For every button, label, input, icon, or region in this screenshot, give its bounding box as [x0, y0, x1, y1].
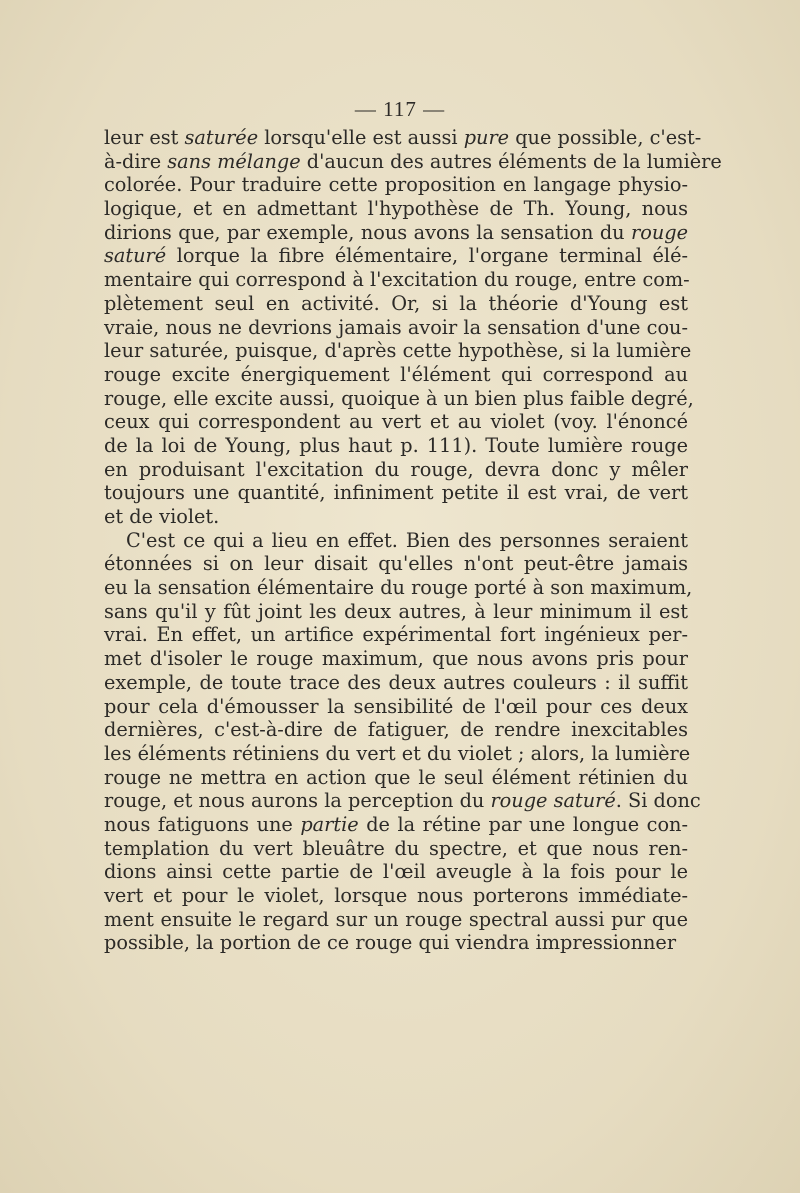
text-run: étonnées si on leur disait qu'elles n'ont peut-être jamais — [104, 552, 688, 576]
text-run: ment ensuite le regard sur un rouge spectral aussi pur que — [104, 907, 688, 931]
text-line — [104, 813, 688, 837]
text-line — [104, 741, 691, 766]
text-run: possible, la portion de ce rouge qui viendra impressionner — [104, 931, 677, 955]
text-line — [104, 552, 688, 576]
text-run: leur est — [104, 126, 185, 149]
text-run: et de violet. — [104, 505, 220, 528]
text-line — [104, 505, 688, 529]
text-line — [104, 647, 688, 671]
text-run: toujours une quantité, infiniment petite il est vrai, de vert — [104, 481, 688, 505]
text-run: lorque la fibre élémentaire, l'organe terminal élé- — [166, 244, 688, 268]
text-run: rouge, et nous aurons la perception du — [104, 789, 491, 813]
text-run: en produisant l'excitation du rouge, devra donc y mêler — [104, 457, 688, 481]
text-line — [104, 789, 701, 813]
italic-text: rouge — [631, 220, 688, 244]
text-line — [104, 268, 688, 292]
text-line — [104, 860, 688, 884]
text-line — [104, 434, 688, 458]
italic-text: saturé — [104, 244, 167, 268]
text-run: leur saturée, puisque, d'après cette hypothèse, si la lumière — [104, 339, 692, 363]
text-run: lorsqu'elle est aussi — [258, 126, 464, 149]
text-run: d'aucun des autres éléments de la lumière — [300, 149, 722, 173]
text-run: plètement seul en activité. Or, si la théorie d'Young est — [104, 291, 688, 315]
text-run: . Si donc — [615, 789, 701, 813]
text-line — [104, 695, 688, 719]
text-run: C'est ce qui a lieu en effet. Bien des personnes seraient — [126, 528, 688, 552]
text-line — [104, 197, 688, 221]
text-run: à-dire — [104, 149, 168, 173]
text-line — [104, 149, 722, 174]
italic-text: saturée — [184, 126, 259, 149]
text-line — [104, 481, 688, 505]
text-line — [104, 386, 694, 411]
text-run: de la rétine par une longue con- — [358, 812, 688, 836]
italic-text: rouge saturé — [490, 789, 616, 813]
text-line — [104, 221, 688, 245]
text-line — [104, 600, 688, 624]
italic-text: pure — [463, 126, 510, 149]
text-run: met d'isoler le rouge maximum, que nous avons pris pour — [104, 647, 688, 671]
text-line — [104, 410, 688, 434]
text-line — [104, 458, 688, 482]
text-run: dions ainsi cette partie de l'œil aveugle à la fois pour le — [104, 860, 688, 884]
text-line — [104, 671, 688, 695]
text-run: dirions que, par exemple, nous avons la sensation du — [104, 220, 631, 244]
text-run: ceux qui correspondent au vert et au violet (voy. l'énoncé — [104, 410, 688, 434]
text-line — [104, 576, 693, 600]
text-line — [104, 766, 688, 790]
text-line — [104, 339, 692, 363]
italic-text: partie — [300, 812, 359, 836]
text-line — [104, 884, 688, 908]
text-run: que possible, c'est- — [509, 126, 702, 149]
text-run: vraie, nous ne devrions jamais avoir la sensation d'une cou- — [104, 315, 688, 339]
text-run: de la loi de Young, plus haut p. 111). Toute lumière rouge — [104, 433, 688, 457]
text-run: rouge, elle excite aussi, quoique à un bien plus faible degré, — [104, 386, 694, 410]
text-run: nous fatiguons une — [104, 812, 301, 836]
text-run: dernières, c'est-à-dire de fatiguer, de rendre inexcitables — [104, 718, 688, 742]
text-run: pour cela d'émousser la sensibilité de l'œil pour ces deux — [104, 694, 688, 718]
text-line — [104, 173, 688, 197]
text-line — [104, 908, 688, 932]
text-line — [104, 623, 688, 647]
text-run: rouge excite énergiquement l'élément qui correspond au — [104, 362, 688, 386]
text-run: rouge ne mettra en action que le seul élément rétinien du — [104, 765, 688, 789]
text-line — [104, 529, 688, 553]
text-run: sans qu'il y fût joint les deux autres, à leur minimum il est — [104, 599, 688, 623]
text-run: logique, et en admettant l'hypothèse de Th. Young, nous — [104, 197, 688, 221]
text-line — [104, 292, 688, 316]
text-run: les éléments rétiniens du vert et du violet ; alors, la lumière — [104, 741, 691, 765]
text-line — [104, 244, 688, 268]
text-line — [104, 837, 688, 861]
text-line — [104, 931, 688, 955]
text-run: vert et pour le violet, lorsque nous porterons immédiate- — [104, 884, 688, 907]
text-line — [104, 363, 688, 387]
text-run: exemple, de toute trace des deux autres couleurs : il suffit — [104, 670, 688, 694]
text-run: eu la sensation élémentaire du rouge porté à son maximum, — [104, 576, 693, 600]
text-line — [104, 316, 688, 340]
text-run: mentaire qui correspond à l'excitation du rouge, entre com- — [104, 268, 690, 292]
text-run: templation du vert bleuâtre du spectre, et que nous ren- — [104, 836, 688, 860]
text-run: colorée. Pour traduire cette proposition en langage physio- — [104, 173, 688, 197]
page-number: — 117 — — [354, 97, 446, 121]
text-line — [104, 718, 688, 742]
text-run: vrai. En effet, un artifice expérimental fort ingénieux per- — [104, 623, 688, 647]
italic-text: sans mélange — [167, 149, 301, 173]
text-line — [104, 126, 702, 150]
body-text — [104, 126, 722, 955]
